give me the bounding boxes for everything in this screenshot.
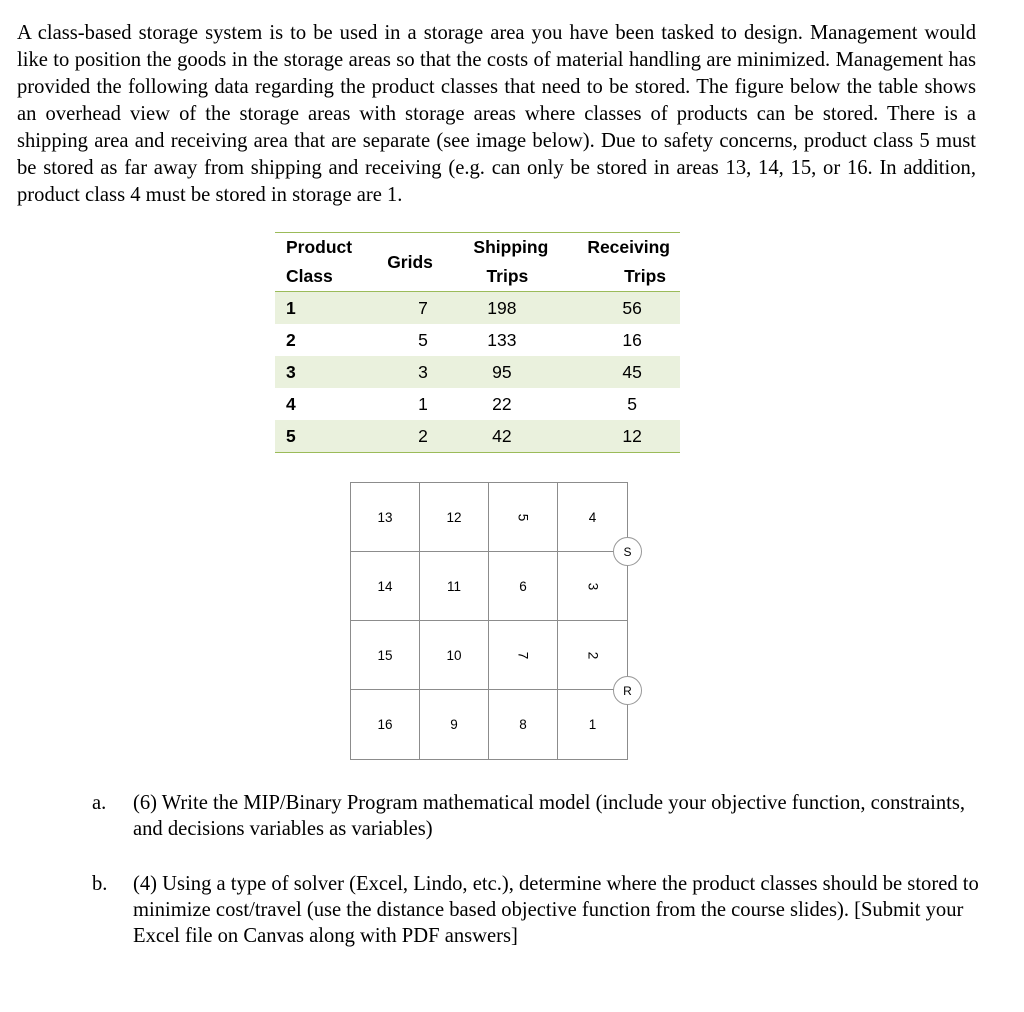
cell-class: 5 [286,425,296,446]
header-product-class: Product Class [286,237,353,286]
cell-receiving: 5 [627,393,637,414]
header-shipping-trips: Shipping Trips [473,237,549,286]
storage-area-14: 14 [351,552,420,621]
cell-class: 4 [286,393,296,414]
table-row [275,356,680,388]
storage-area-12: 12 [420,483,489,552]
question-text: (6) Write the MIP/Binary Program mathematical model (include your objective function, constraints, and decisions variables as variables) [133,792,966,840]
cell-receiving: 16 [622,329,642,350]
table-row [275,324,680,356]
cell-shipping: 22 [492,393,512,414]
storage-area-9: 9 [420,690,489,759]
cell-shipping: 198 [487,297,517,318]
header-grids: Grids [387,251,433,272]
shipping-dock-marker: S [613,537,642,566]
storage-area-10: 10 [420,621,489,690]
cell-class: 3 [286,361,296,382]
question-list [92,790,982,949]
storage-area-1: 1 [588,717,597,732]
storage-area-3: 3 [558,552,627,621]
storage-area-15: 15 [351,621,420,690]
cell-shipping: 133 [487,329,517,350]
cell-receiving: 56 [622,297,642,318]
question-marker: a. [92,792,107,814]
storage-area-16: 16 [351,690,420,759]
cell-class: 1 [286,297,296,318]
storage-area-7: 7 [489,621,558,690]
cell-shipping: 95 [492,361,512,382]
product-class-table [275,232,680,453]
storage-area-5: 5 [489,483,558,552]
cell-shipping: 42 [492,425,512,446]
storage-area-6: 6 [489,552,558,621]
cell-grids: 2 [418,425,428,446]
storage-area-4: 4 [558,483,627,552]
cell-receiving: 45 [622,361,642,382]
cell-grids: 1 [418,393,428,414]
storage-area-8: 8 [489,690,558,759]
table-header-row [275,233,680,292]
storage-area-13: 13 [351,483,420,552]
problem-statement: A class-based storage system is to be used in a storage area you have been tasked to design. Management would like to position the goods in the storage areas so that the costs of material handling are minimized. Management has provided the following data regarding the product classes that need to be stored. The figure below the table shows an overhead view of the storage areas with storage areas where classes of products can be stored. There is a shipping area and receiving area that are separate (see image below). Due to safety concerns, product class 5 must be stored as far away from shipping and receiving (e.g. can only be stored in areas 13, 14, 15, or 16. In addition, product class 4 must be stored in storage are 1. [17,22,976,206]
question-text: (4) Using a type of solver (Excel, Lindo, etc.), determine where the product classes should be stored to minimize cost/travel (use the distance based objective function from the course slides). [Submit your Excel file on Canvas along with PDF answers] [133,873,979,947]
question-marker: b. [92,873,108,895]
table-row [275,292,680,325]
question-a [92,790,982,842]
storage-layout-grid [350,482,628,760]
cell-receiving: 12 [622,425,642,446]
header-receiving-trips: Receiving Trips [587,237,670,286]
cell-grids: 7 [418,297,428,318]
receiving-dock-marker: R [613,676,642,705]
table-row [275,388,680,420]
table-row [275,420,680,453]
storage-area-11: 11 [420,552,489,621]
cell-class: 2 [286,329,296,350]
cell-grids: 3 [418,361,428,382]
storage-area-2: 2 [558,621,627,690]
cell-grids: 5 [418,329,428,350]
question-b [92,871,982,949]
